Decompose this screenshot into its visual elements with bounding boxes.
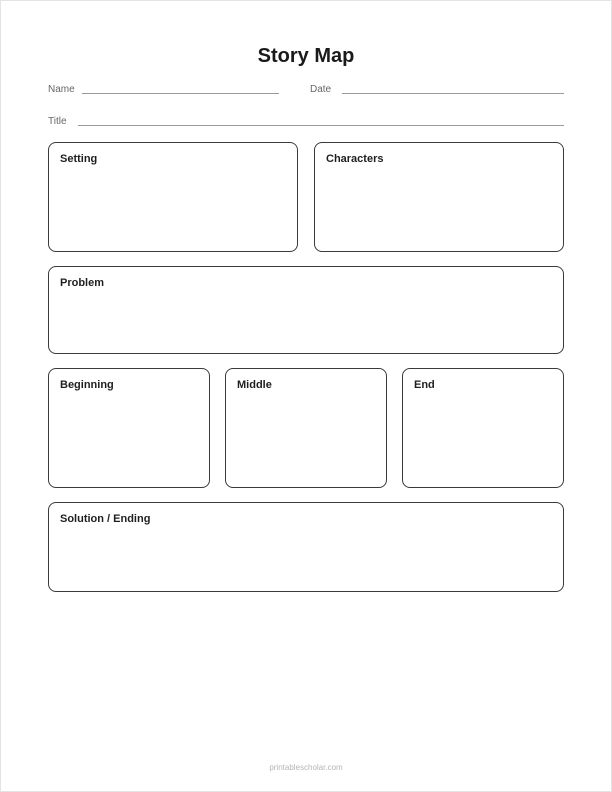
date-field[interactable] bbox=[342, 93, 564, 94]
page-title: Story Map bbox=[257, 45, 355, 67]
solution-label: Solution / Ending bbox=[60, 513, 151, 525]
date-label: Date bbox=[310, 84, 332, 95]
setting-box[interactable] bbox=[48, 142, 298, 252]
end-label: End bbox=[414, 379, 435, 391]
characters-box[interactable] bbox=[314, 142, 564, 252]
end-box[interactable] bbox=[402, 368, 564, 488]
name-label: Name bbox=[48, 84, 75, 95]
title-label: Title bbox=[48, 116, 67, 127]
middle-box[interactable] bbox=[225, 368, 387, 488]
footer-credit: printablescholar.com bbox=[269, 763, 343, 772]
beginning-label: Beginning bbox=[60, 379, 114, 391]
title-field[interactable] bbox=[78, 125, 564, 126]
middle-label: Middle bbox=[237, 379, 272, 391]
problem-box[interactable] bbox=[48, 266, 564, 354]
characters-label: Characters bbox=[326, 153, 384, 165]
setting-label: Setting bbox=[60, 153, 98, 165]
problem-label: Problem bbox=[60, 277, 105, 289]
name-field[interactable] bbox=[82, 93, 279, 94]
beginning-box[interactable] bbox=[48, 368, 210, 488]
solution-box[interactable] bbox=[48, 502, 564, 592]
